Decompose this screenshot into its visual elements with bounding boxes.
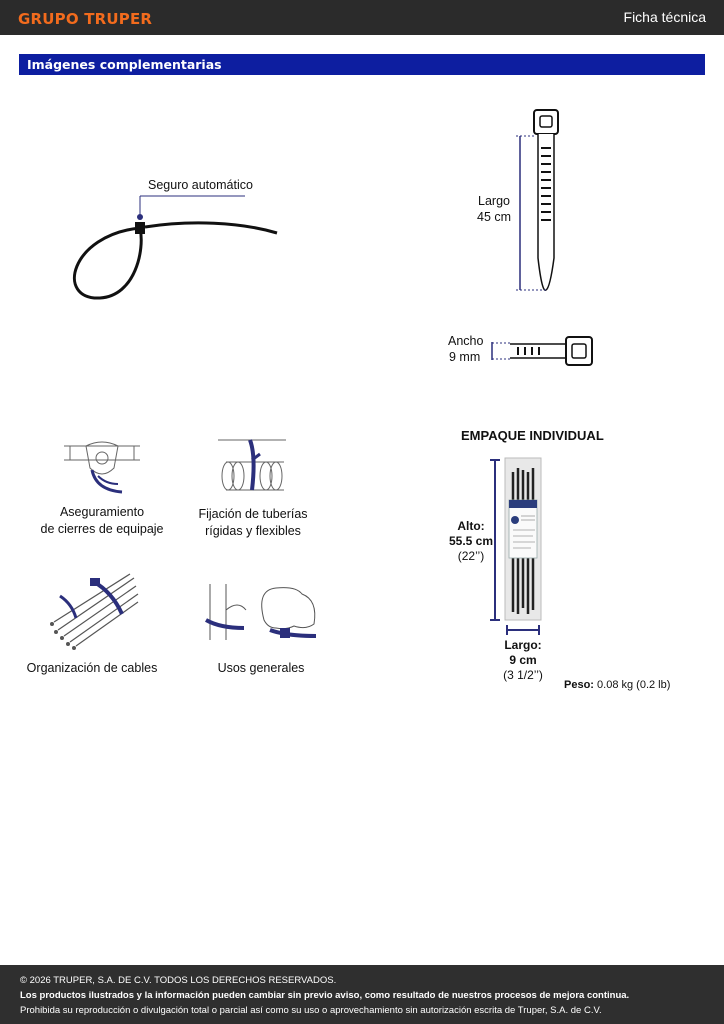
package-weight-label: Peso: [564,679,594,691]
use-pipes-line2: rígidas y flexibles [205,524,301,538]
cable-organization-icon [46,574,140,650]
use-cables-label: Organización de cables [26,661,158,675]
luggage-zipper-icon [62,438,142,496]
package-image [505,458,541,620]
package-height-label: Alto: [457,519,485,533]
general-uses-icon [206,580,322,646]
section-header [19,54,705,75]
document-type: Ficha técnica [623,9,706,25]
footer-copyright: © 2026 TRUPER, S.A. DE C.V. TODOS LOS DERECHOS RESERVADOS. [20,975,337,986]
cable-tie-length-illustration [510,108,570,298]
width-label: Ancho [448,334,484,348]
package-length-label: Largo: [504,638,542,652]
footer-rights: Prohibida su reproducción o divulgación total o parcial así como su uso o aprovechamiento sin autorización escrita de Truper, S.A. de C.V. [20,1005,602,1016]
pipe-fastening-icon [218,436,290,494]
section-title: Imágenes complementarias [27,57,222,72]
package-weight [564,679,670,691]
package-weight-value: 0.08 kg (0.2 lb) [597,679,671,691]
footer [0,965,724,1024]
width-value: 9 mm [449,350,481,364]
use-luggage-line1: Aseguramiento [59,505,145,519]
cable-tie-loop-illustration [60,190,290,310]
use-luggage-line2: de cierres de equipaje [40,522,164,536]
top-bar [0,0,724,35]
packaging-title: EMPAQUE INDIVIDUAL [461,428,604,443]
length-value: 45 cm [477,210,512,224]
package-height-inches: (22’’) [457,549,485,563]
package-length-dimension [505,624,541,636]
auto-lock-label: Seguro automático [148,178,253,192]
package-length-value: 9 cm [509,653,537,667]
length-label: Largo [478,194,510,208]
use-pipes-line1: Fijación de tuberías [198,507,308,521]
brand-logo: GRUPO TRUPER [18,10,153,28]
cable-tie-width-illustration [488,334,598,370]
package-length-inches: (3 1/2’’) [503,668,543,682]
footer-notice: Los productos ilustrados y la información pueden cambiar sin previo aviso, como resultado de nuestros procesos de mejora continua. [20,990,630,1001]
use-general-label: Usos generales [217,661,305,675]
package-height-value: 55.5 cm [448,534,494,548]
